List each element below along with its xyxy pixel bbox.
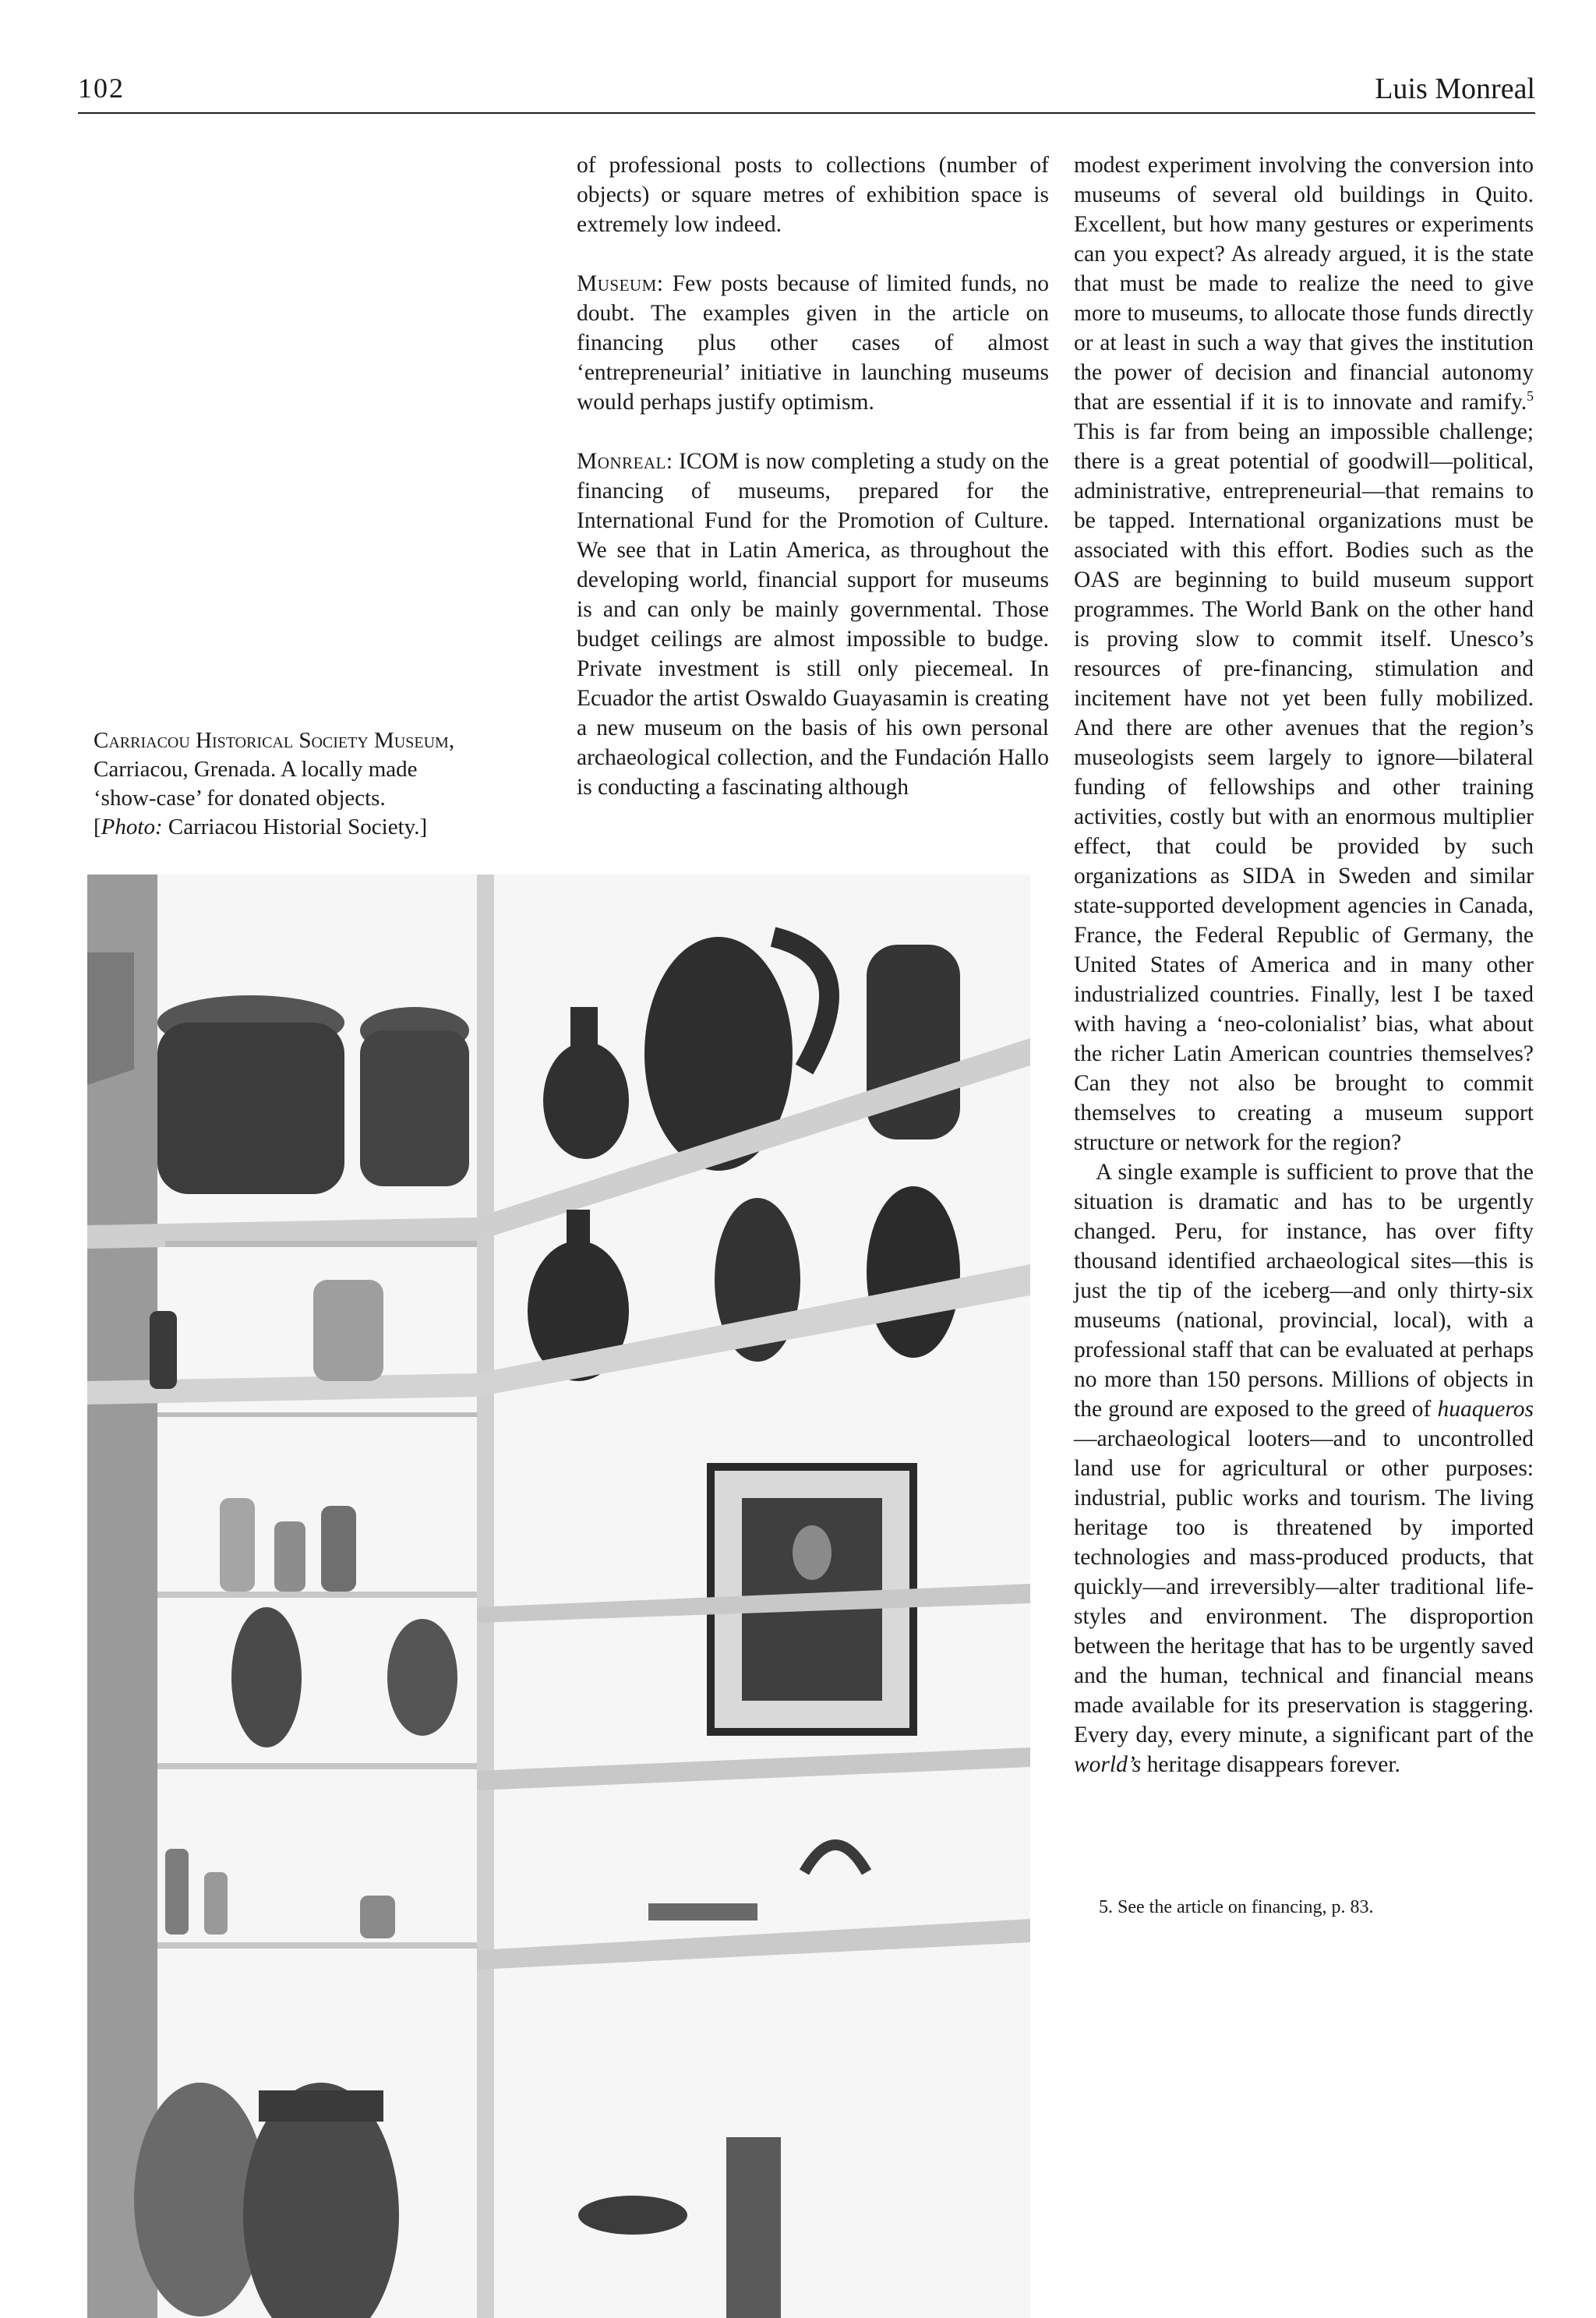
vase-neck [567, 1210, 590, 1256]
page-header [78, 72, 1535, 111]
shelf [157, 1592, 477, 1598]
caption-title: Carriacou Historical Society Museum, [94, 728, 455, 753]
speaker-label: Monreal: [577, 449, 673, 474]
bottle [150, 1311, 177, 1389]
small-tool [648, 1903, 757, 1920]
italic-term: huaqueros [1437, 1397, 1534, 1422]
paragraph-text: heritage disappears forever. [1141, 1752, 1400, 1777]
shelf [157, 1942, 477, 1949]
floor-object [726, 2137, 781, 2318]
paragraph-text: Few posts because of limited funds, no doubt. The examples given in the article on financing plus other cases of almost ‘entrepreneurial’ initiative in launching museums would perhaps justify optimism. [577, 271, 1049, 415]
jar [360, 1030, 469, 1186]
bottle [274, 1521, 305, 1592]
large-jar [157, 1023, 344, 1194]
museum-showcase-photo [87, 875, 1030, 2318]
bottle [204, 1872, 228, 1935]
paragraph [577, 269, 1049, 417]
paragraph-text: ICOM is now completing a study on the financing of museums, prepared for the International Fund for the Promotion of Culture. We see that in Latin America, as throughout the developing world, financial support for museums is and can only be mainly governmental. Those budget ceilings are almost impossible to budge. Private investment is still only piecemeal. In Ecuador the artist Oswaldo Guayasamin is creating a new museum on the basis of his own personal archaeological collection, and the Fundación Hallo is conducting a fascinating although [577, 449, 1049, 800]
page-number: 102 [78, 72, 125, 104]
center-divider [477, 875, 494, 2318]
caption-credit: [Photo: Carriacou Historial Society.] [94, 814, 428, 839]
paragraph-text: —archaeological looters—and to uncontrolled land use for agricultural or other purposes: industrial, public works and tourism. The living heritage too is threatened by imported technologies and mass-produced products, that quickly—and irreversibly—alter traditional life-styles and environment. The disproportion between the heritage that has to be urgently saved and the human, technical and financial means made available for its preservation is staggering. Every day, every minute, a significant part of the [1074, 1426, 1534, 1747]
bottle [165, 1849, 189, 1935]
photo-caption [94, 726, 530, 842]
paragraph [1074, 1157, 1534, 1779]
text-column-middle [577, 150, 1049, 802]
bowl [578, 2196, 687, 2235]
running-head: Luis Monreal [1375, 72, 1535, 105]
text-column-right [1074, 150, 1534, 1779]
vase [867, 1186, 960, 1358]
print-figure [793, 1525, 832, 1580]
speaker-label: Museum: [577, 271, 664, 296]
italic-term: world’s [1074, 1752, 1142, 1777]
decorated-plate [387, 1619, 457, 1736]
paragraph: of professional posts to collections (number of objects) or square metres of exhibition space is extremely low indeed. [577, 153, 1049, 237]
small-jar [360, 1896, 395, 1938]
paragraph-text: modest experiment involving the conversion into museums of several old buildings in Quito. Excellent, but how many gestures or experiments can you expect? As already argued, it is the state that must be made to realize the need to give more to museums, to allocate those funds directly or at least in such a way that gives the institution the power of decision and financial autonomy that are essential if it is to innovate and ramify. [1074, 153, 1534, 415]
shelf-divider [157, 1412, 477, 1417]
bottle [220, 1498, 255, 1592]
footnote: 5. See the article on financing, p. 83. [1099, 1897, 1374, 1917]
caption-credit-text: Carriacou Historial Society.] [162, 814, 428, 839]
header-rule [78, 112, 1535, 114]
paragraph-text: A single example is sufficient to prove that the situation is dramatic and has to be urgently changed. Peru, for instance, has over fifty thousand identified archaeological sites—this is just the tip of the iceberg—and only thirty-six museums (national, provincial, local), with a professional staff that can be evaluated at perhaps no more than 150 persons. Millions of objects in the ground are exposed to the greed of [1074, 1160, 1534, 1422]
wall-edge [87, 952, 134, 1085]
left-wall-shadow [87, 875, 157, 2318]
caption-line: ‘show-case’ for donated objects. [94, 786, 386, 811]
footnote-marker[interactable]: 5 [1527, 388, 1534, 405]
paragraph-text: This is far from being an impossible challenge; there is a great potential of goodwill—political, administrative, entrepreneurial—that remains to be tapped. International organizations must be associated with this effort. Bodies such as the OAS are beginning to build museum support programmes. The World Bank on the other hand is proving slow to commit itself. Unesco’s resources of pre-financing, stimulation and incitement have not yet been fully mobilized. And there are other avenues that the region’s museologists seem largely to ignore—bilateral funding of fellowships and other training activities, costly but with an enormous multiplier effect, that could be provided by such organizations as SIDA in Sweden and similar state-supported development agencies in Canada, France, the Federal Republic of Germany, the United States of America and in many other industrialized countries. Finally, lest I be taxed with having a ‘neo-colonialist’ bias, what about the richer Latin American countries themselves? Can they not also be brought to commit themselves to creating a museum support structure or network for the region? [1074, 419, 1534, 1155]
jar-shoulder [259, 2090, 383, 2122]
caption-photo-label: Photo: [101, 814, 163, 839]
bottle [321, 1506, 356, 1592]
paragraph [577, 447, 1049, 802]
paragraph [1074, 150, 1534, 1157]
jug-neck [570, 1007, 598, 1062]
caption-line: Carriacou, Grenada. A locally made [94, 757, 418, 782]
decorated-vase [231, 1607, 302, 1747]
glass-jar [313, 1280, 383, 1381]
photo-illustration [87, 875, 1030, 2318]
shelf-edge [165, 1241, 477, 1247]
shelf [157, 1763, 477, 1769]
